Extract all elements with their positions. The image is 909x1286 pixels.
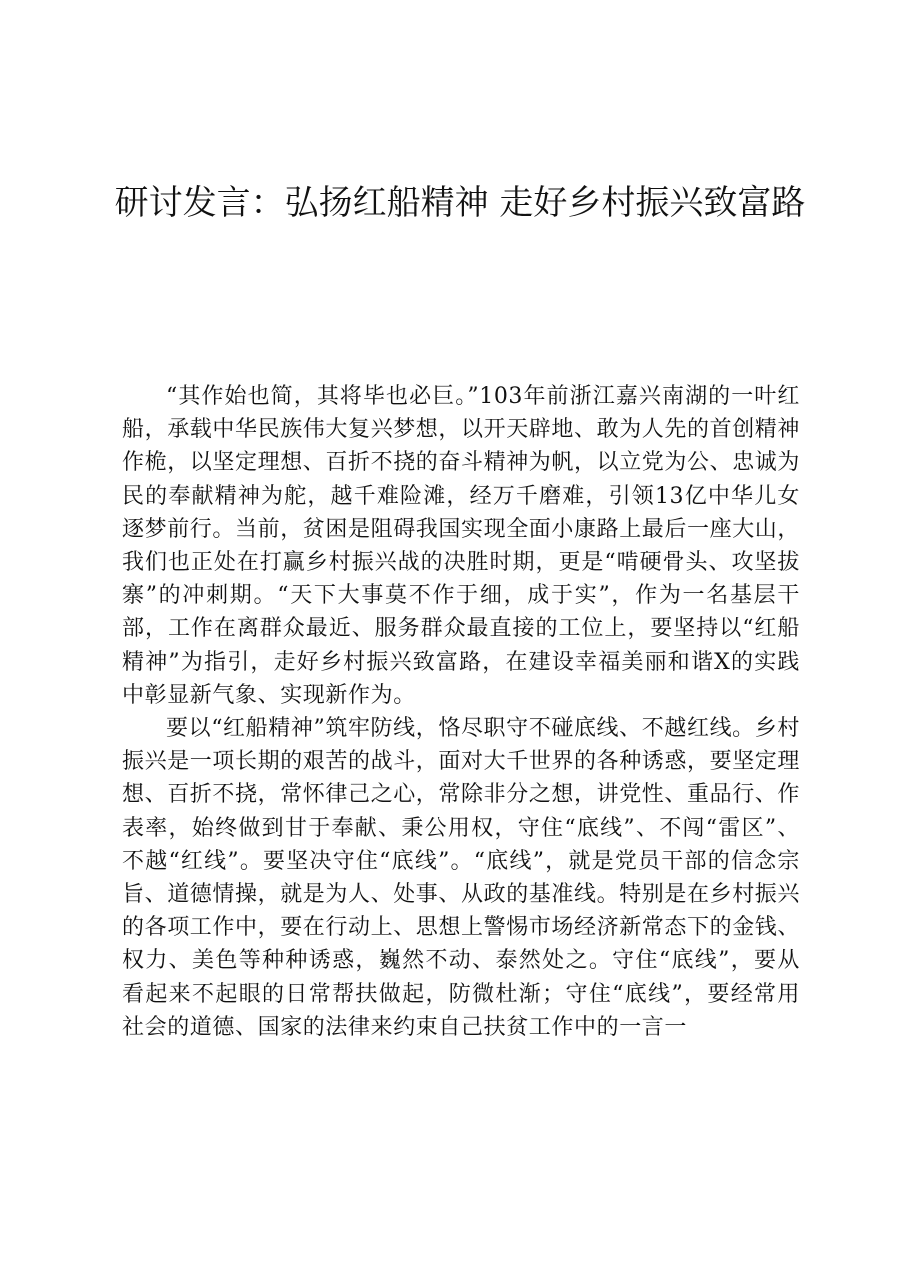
document-title: 研讨发言：弘扬红船精神 走好乡村振兴致富路 xyxy=(114,183,806,223)
paragraph-1: “其作始也简，其将毕也必巨。”103年前浙江嘉兴南湖的一叶红船，承载中华民族伟大复兴梦想，以开天辟地、敢为人先的首创精神作桅，以坚定理想、百折不挠的奋斗精神为帆，以立党为公、忠诚为民的奉献精神为舵，越千难险滩，经万千磨难，引领13亿中华儿女逐梦前行。当前，贫困是阻碍我国实现全面小康路上最后一座大山，我们也正处在打赢乡村振兴战的决胜时期，更是“啃硬骨头、攻坚拔寨”的冲刺期。“天下大事莫不作于细，成于实”，作为一名基层干部，工作在离群众最近、服务群众最直接的工位上，要坚持以“红船精神”为指引，走好乡村振兴致富路，在建设幸福美丽和谐X的实践中彰显新气象、实现新作为。 xyxy=(122,384,801,708)
paragraph-2: 要以“红船精神”筑牢防线，恪尽职守不碰底线、不越红线。乡村振兴是一项长期的艰苦的战斗，面对大千世界的各种诱惑，要坚定理想、百折不挠，常怀律己之心，常除非分之想，讲党性、重品行、作表率，始终做到甘于奉献、秉公用权，守住“底线”、不闯“雷区”、不越“红线”。要坚决守住“底线”。“底线”，就是党员干部的信念宗旨、道德情操，就是为人、处事、从政的基准线。特别是在乡村振兴的各项工作中，要在行动上、思想上警惕市场经济新常态下的金钱、权力、美色等种种诱惑，巍然不动、泰然处之。守住“底线”，要从看起来不起眼的日常帮扶做起，防微杜渐；守住“底线”，要经常用社会的道德、国家的法律来约束自己扶贫工作中的一言一 xyxy=(122,716,801,1040)
document-body xyxy=(122,380,800,1044)
